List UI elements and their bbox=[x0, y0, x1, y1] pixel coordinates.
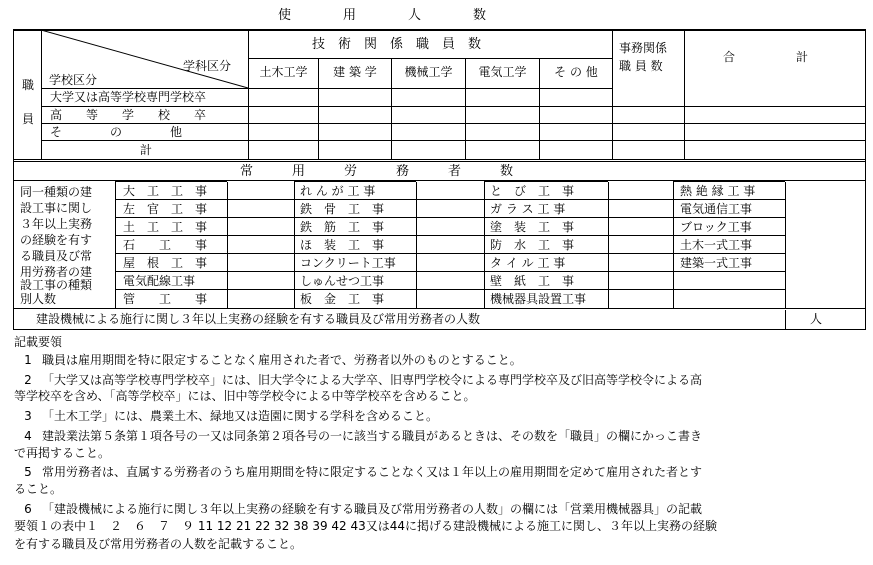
work-type: 鉄 骨 工 事 bbox=[300, 202, 385, 216]
note-5-cont bbox=[14, 479, 864, 499]
notes-title: 記載要領 bbox=[14, 335, 63, 349]
field-civil: 土木工学 bbox=[259, 65, 308, 79]
usage-count-header: 使 用 人 数 bbox=[278, 8, 487, 23]
persons-unit: 人 bbox=[810, 312, 823, 326]
field-architecture: 建 築 学 bbox=[333, 65, 377, 79]
same-type-label-line: ３年以上実務 bbox=[20, 217, 93, 231]
work-type: 石 工 事 bbox=[123, 238, 208, 252]
note-number: 5 bbox=[24, 465, 32, 479]
diag-bottom-label: 学校区分 bbox=[49, 73, 98, 87]
note-text: を有する職員及び常用労務者の人数を記載すること。 bbox=[14, 537, 303, 551]
note-text: 要領１の表中１ ２ ６ ７ ９ 11 12 21 22 32 38 39 42 43又は44に掲げる建設機械による施工に関し、３年以上実務の経験 bbox=[14, 519, 718, 533]
work-type: 板 金 工 事 bbox=[300, 292, 385, 306]
shokuin-label: 職員 bbox=[21, 78, 34, 126]
work-type: 壁 紙 工 事 bbox=[490, 274, 575, 288]
work-type: 電気通信工事 bbox=[680, 202, 753, 216]
same-type-label-line: 設工事に関し bbox=[20, 201, 93, 215]
work-type: ブロック工事 bbox=[680, 220, 752, 234]
row-total: 計 bbox=[140, 143, 153, 157]
work-type: 土木一式工事 bbox=[680, 238, 753, 252]
office-staff-header-2: 職 員 数 bbox=[619, 59, 663, 73]
machinery-experience-label: 建設機械による施行に関し３年以上実務の経験を有する職員及び常用労務者の人数 bbox=[36, 312, 481, 326]
field-mechanical: 機械工学 bbox=[404, 65, 453, 79]
work-type: 電気配線工事 bbox=[123, 274, 196, 288]
work-type: 土 工 工 事 bbox=[123, 220, 208, 234]
note-text: 「建設機械による施行に関し３年以上実務の経験を有する職員及び常用労務者の人数」の欄には「営業用機械器具」の記載 bbox=[42, 502, 703, 516]
note-text: で再掲すること。 bbox=[14, 446, 111, 460]
note-number: 4 bbox=[24, 429, 32, 443]
work-type: 防 水 工 事 bbox=[490, 238, 575, 252]
note-number: 6 bbox=[24, 502, 32, 516]
regular-workers-header: 常 用 労 務 者 数 bbox=[240, 164, 514, 179]
work-type: と び 工 事 bbox=[490, 184, 575, 198]
note-1 bbox=[14, 350, 864, 370]
note-text: 等学校卒を含め、「高等学校卒」には、旧中等学校令による中等学校卒を含めること。 bbox=[14, 389, 476, 403]
note-number: 3 bbox=[24, 409, 32, 423]
work-type: 塗 装 工 事 bbox=[490, 220, 575, 234]
same-type-label-line: 設工事の種類 bbox=[20, 278, 93, 292]
note-number: 2 bbox=[24, 373, 32, 387]
work-type: 熱 絶 縁 工 事 bbox=[680, 184, 756, 198]
same-type-label-line: の経験を有す bbox=[20, 233, 93, 247]
field-other: そ の 他 bbox=[554, 65, 598, 79]
note-6-cont bbox=[14, 534, 864, 554]
note-number: 1 bbox=[24, 353, 32, 367]
work-type: 左 官 工 事 bbox=[123, 202, 208, 216]
work-type: ガ ラ ス 工 事 bbox=[490, 202, 566, 216]
office-staff-header-1: 事務関係 bbox=[619, 41, 668, 55]
work-type: 鉄 筋 工 事 bbox=[300, 220, 385, 234]
work-type: ほ 装 工 事 bbox=[300, 238, 385, 252]
note-text: 「大学又は高等学校専門学校卒」には、旧大学令による大学卒、旧専門学校令による専門学校卒及び旧高等学校令による高 bbox=[42, 373, 703, 387]
work-type: コンクリート工事 bbox=[300, 256, 396, 270]
note-4-cont bbox=[14, 443, 864, 463]
work-type: しゅんせつ工事 bbox=[300, 274, 385, 288]
technical-staff-header: 技 術 関 係 職 員 数 bbox=[312, 37, 482, 52]
same-type-label-line: 用労務者の建 bbox=[20, 265, 93, 279]
note-text: 常用労務者は、直属する労務者のうち雇用期間を特に限定することなく又は１年以上の雇用期間を定めて雇用された者とす bbox=[42, 465, 703, 479]
note-3 bbox=[14, 406, 864, 426]
total-header-b: 計 bbox=[796, 50, 809, 64]
work-type: 建築一式工事 bbox=[680, 256, 753, 270]
work-type: 大 工 工 事 bbox=[123, 184, 208, 198]
note-text: 建設業法第５条第１項各号の一又は同条第２項各号の一に該当する職員があるときは、その数を「職員」の欄にかっこ書き bbox=[42, 429, 703, 443]
total-header-a: 合 bbox=[723, 50, 736, 64]
note-text: 職員は雇用期間を特に限定することなく雇用された者で、労務者以外のものとすること。 bbox=[42, 353, 522, 367]
work-type: 機械器具設置工事 bbox=[490, 292, 587, 306]
note-text: ること。 bbox=[14, 482, 63, 496]
diag-top-label: 学科区分 bbox=[183, 59, 232, 73]
row-university: 大学又は高等学校専門学校卒 bbox=[50, 90, 207, 104]
field-electrical: 電気工学 bbox=[478, 65, 527, 79]
work-type: れ ん が 工 事 bbox=[300, 184, 376, 198]
row-other: そ の 他 bbox=[50, 125, 183, 139]
work-type: 屋 根 工 事 bbox=[123, 256, 208, 270]
work-type: 管 工 事 bbox=[123, 292, 208, 306]
note-6-cont bbox=[14, 516, 864, 536]
same-type-label-line: 別人数 bbox=[20, 292, 57, 306]
work-type: タ イ ル 工 事 bbox=[490, 256, 566, 270]
same-type-label-line: る職員及び常 bbox=[20, 249, 93, 263]
same-type-label-line: 同一種類の建 bbox=[20, 185, 93, 199]
note-text: 「土木工学」には、農業土木、緑地又は造園に関する学科を含めること。 bbox=[42, 409, 439, 423]
note-2-cont bbox=[14, 386, 864, 406]
row-high-school: 高 等 学 校 卒 bbox=[50, 108, 207, 122]
